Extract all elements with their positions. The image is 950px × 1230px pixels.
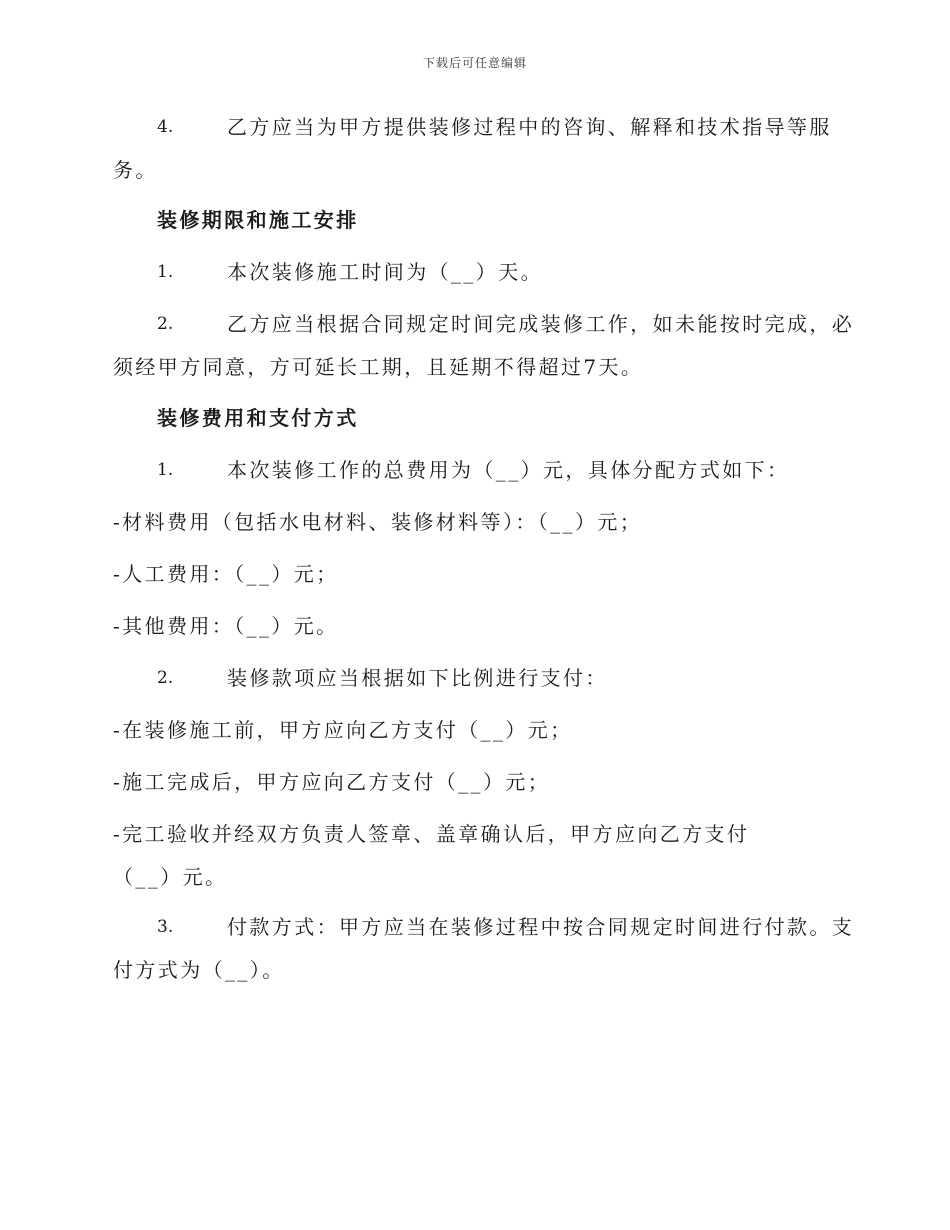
clause-text: 乙方应当为甲方提供装修过程中的咨询、解释和技术指导等服 — [227, 115, 832, 139]
clause-text: 本次装修工作的总费用为（__）元，具体分配方式如下： — [227, 458, 790, 482]
clause-text-cont: 务。 — [113, 158, 158, 182]
clause-number: 2. — [157, 668, 174, 688]
clause-text: 装修款项应当根据如下比例进行支付： — [227, 666, 608, 690]
clause-total-cost — [113, 449, 835, 492]
clause-number: 1. — [157, 262, 174, 282]
clause-text-cont: 付方式为（__）。 — [113, 958, 285, 982]
clause-text-cont: 须经甲方同意，方可延长工期，且延期不得超过7天。 — [113, 355, 644, 379]
clause-number: 2. — [157, 314, 174, 334]
bullet-text: -其他费用：（__）元。 — [113, 614, 339, 638]
clause-number: 4. — [157, 117, 174, 137]
clause-service — [113, 106, 835, 192]
page-header: 下载后可任意编辑 — [422, 56, 527, 70]
clause-number: 3. — [157, 917, 174, 937]
clause-text: 乙方应当根据合同规定时间完成装修工作，如未能按时完成，必 — [227, 312, 855, 336]
section-heading-schedule: 装修期限和施工安排 — [157, 208, 359, 232]
clause-text: 付款方式：甲方应当在装修过程中按合同规定时间进行付款。支 — [227, 915, 855, 939]
clause-text: 本次装修施工时间为（__）天。 — [227, 260, 543, 284]
bullet-labor-cost — [113, 553, 835, 596]
clause-duration — [113, 251, 835, 294]
bullet-text: -在装修施工前，甲方应向乙方支付（__）元； — [113, 718, 573, 742]
bullet-text: -施工完成后，甲方应向乙方支付（__）元； — [113, 770, 551, 794]
bullet-text: -完工验收并经双方负责人签章、盖章确认后，甲方应向乙方支付 — [113, 822, 750, 846]
clause-payment-method — [113, 906, 855, 992]
clause-payment-ratio — [113, 657, 835, 700]
section-heading-payment: 装修费用和支付方式 — [157, 406, 359, 430]
bullet-text: -人工费用：（__）元； — [113, 562, 339, 586]
bullet-before-construction — [113, 709, 835, 752]
clause-deadline — [113, 303, 855, 389]
bullet-after-construction — [113, 761, 835, 804]
bullet-text-cont: （__）元。 — [113, 865, 228, 889]
bullet-text: -材料费用（包括水电材料、装修材料等）：（__）元； — [113, 510, 643, 534]
bullet-other-cost — [113, 605, 835, 648]
bullet-after-acceptance — [113, 813, 835, 899]
clause-number: 1. — [157, 460, 174, 480]
bullet-material-cost — [113, 501, 835, 544]
